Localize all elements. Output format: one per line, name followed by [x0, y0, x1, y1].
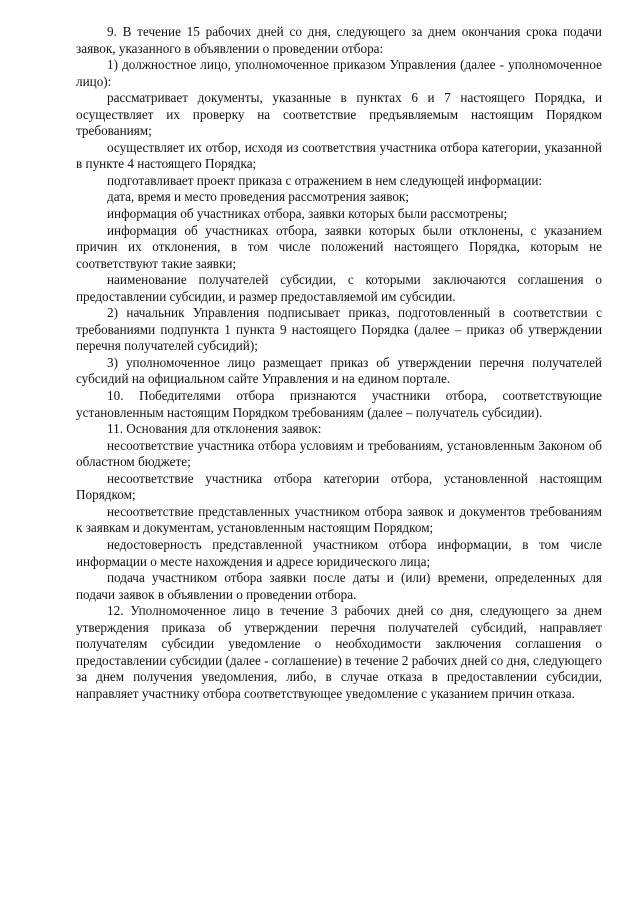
paragraph-12-notification: 12. Уполномоченное лицо в течение 3 рабочих дней со дня, следующего за днем утверждения приказа об утверждении перечня получателей субсидий, направляет получателям субсидии уведомление о необходимости заключения соглашения о предоставлении субсидии (далее - соглашение) в течение 2 рабочих дней со дня, следующего за днем получения уведомления, либо, в случае отказа в предоставлении субсидии, направляет участнику отбора соответствующее уведомление с указанием причин отказа. — [76, 603, 602, 701]
paragraph-9-2-head-signs: 2) начальник Управления подписывает приказ, подготовленный в соответствии с требованиями подпункта 1 пункта 9 настоящего Порядка (далее – приказ об утверждении перечня получателей субсидий); — [76, 305, 602, 354]
paragraph-ground-documents: несоответствие представленных участником отбора заявок и документов требованиям к заявкам и документам, установленным настоящим Порядком; — [76, 503, 602, 536]
paragraph-ground-category: несоответствие участника отбора категории отбора, установленной настоящим Порядком; — [76, 470, 602, 503]
paragraph-date-time-place: дата, время и место проведения рассмотрения заявок; — [107, 189, 409, 205]
paragraph-prepares-order: подготавливает проект приказа с отражением в нем следующей информации: — [107, 172, 543, 188]
paragraph-reviews-documents: рассматривает документы, указанные в пунктах 6 и 7 настоящего Порядка, и осуществляет их проверку на соответствие предъявляемым настоящим Порядком требованиям; — [76, 90, 602, 139]
paragraph-9-intro: 9. В течение 15 рабочих дней со дня, следующего за днем окончания срока подачи заявок, указанного в объявлении о проведении отбора: — [76, 24, 602, 56]
paragraph-rejected-participants: информация об участниках отбора, заявки которых были отклонены, с указанием причин их отклонения, в том числе положений настоящего Порядка, которым не соответствуют такие заявки; — [76, 222, 602, 271]
document-body — [76, 24, 602, 702]
paragraph-11-rejection-grounds: 11. Основания для отклонения заявок: — [107, 421, 322, 437]
paragraph-recipients-names: наименование получателей субсидии, с которыми заключаются соглашения о предоставлении субсидии, и размер предоставляемой им субсидии. — [76, 272, 602, 304]
paragraph-ground-late-submission: подача участником отбора заявки после даты и (или) времени, определенных для подачи заявок в объявлении о проведении отбора. — [76, 570, 602, 602]
paragraph-selection: осуществляет их отбор, исходя из соответствия участника отбора категории, указанной в пункте 4 настоящего Порядка; — [76, 139, 602, 172]
paragraph-9-1-authorized-person: 1) должностное лицо, уполномоченное приказом Управления (далее - уполномоченное лицо): — [76, 57, 602, 89]
paragraph-reviewed-participants: информация об участниках отбора, заявки которых были рассмотрены; — [107, 206, 508, 222]
paragraph-ground-unreliable-info: недостоверность представленной участником отбора информации, в том числе информации о месте нахождения и адресе юридического лица; — [76, 536, 602, 569]
paragraph-10-winners: 10. Победителями отбора признаются участники отбора, соответствующие установленным настоящим Порядком требованиям (далее – получатель субсидии). — [76, 388, 602, 420]
paragraph-ground-budget-law: несоответствие участника отбора условиям и требованиям, установленным Законом об областном бюджете; — [76, 437, 602, 470]
paragraph-9-3-publishes: 3) уполномоченное лицо размещает приказ об утверждении перечня получателей субсидий на официальном сайте Управления и на едином портале. — [76, 354, 602, 387]
